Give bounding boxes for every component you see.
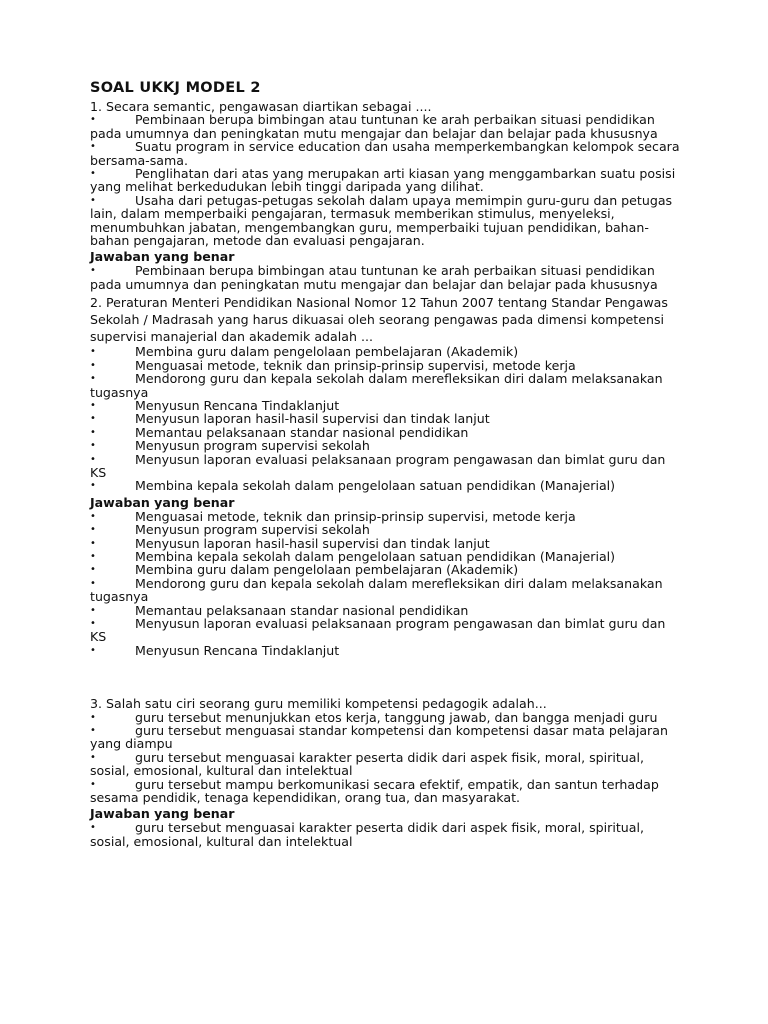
option-item: • Pembinaan berupa bimbingan atau tuntunan ke arah perbaikan situasi pendidikan pada umumnya dan peningkatan mutu mengajar dan belajar dan belajar pada khususnya xyxy=(90,113,682,140)
answer-heading: Jawaban yang benar xyxy=(90,494,235,510)
answer-item: • Menyusun laporan hasil-hasil supervisi dan tindak lanjut xyxy=(90,537,682,550)
option-item: • Usaha dari petugas-petugas sekolah dalam upaya memimpin guru-guru dan petugas lain, dalam memperbaiki pengajaran, termasuk memberikan stimulus, menyeleksi, menumbuhkan jabatan, mengembangkan guru, memperbaiki tujuan pendidikan, bahan-bahan pengajaran, metode dan evaluasi pengajaran. xyxy=(90,194,682,248)
answer-item: • guru tersebut menguasai karakter peserta didik dari aspek fisik, moral, spiritual, sosial, emosional, kultural dan intelektual xyxy=(90,821,682,848)
answer-item: • Mendorong guru dan kepala sekolah dalam merefleksikan diri dalam melaksanakan tugasnya xyxy=(90,577,682,604)
option-item: • Mendorong guru dan kepala sekolah dalam merefleksikan diri dalam melaksanakan tugasnya xyxy=(90,372,682,399)
option-item: • guru tersebut menguasai standar kompetensi dan kompetensi dasar mata pelajaran yang diampu xyxy=(90,724,682,751)
question-2: 2. Peraturan Menteri Pendidikan Nasional Nomor 12 Tahun 2007 tentang Standar Pengawas Sekolah / Madrasah yang harus dikuasai oleh seorang pengawas pada dimensi kompetensi supervisi manajerial dan akademik adalah ... xyxy=(90,295,668,345)
question-1-answers xyxy=(90,264,682,291)
option-item: • Membina guru dalam pengelolaan pembelajaran (Akademik) xyxy=(90,345,682,358)
option-item: • Suatu program in service education dan usaha memperkembangkan kelompok secara bersama-sama. xyxy=(90,140,682,167)
question-3: 3. Salah satu ciri seorang guru memiliki kompetensi pedagogik adalah... xyxy=(90,696,547,712)
answer-item: • Membina kepala sekolah dalam pengelolaan satuan pendidikan (Manajerial) xyxy=(90,550,682,563)
document-content xyxy=(90,80,682,848)
question-2-answers xyxy=(90,510,682,657)
question-1-options xyxy=(90,113,682,247)
option-item: • Menyusun laporan hasil-hasil supervisi dan tindak lanjut xyxy=(90,412,682,425)
answer-heading: Jawaban yang benar xyxy=(90,806,235,822)
answer-item: • Membina guru dalam pengelolaan pembelajaran (Akademik) xyxy=(90,563,682,576)
answer-item: • Pembinaan berupa bimbingan atau tuntunan ke arah perbaikan situasi pendidikan pada umumnya dan peningkatan mutu mengajar dan belajar dan belajar pada khususnya xyxy=(90,264,682,291)
option-item: • Membina kepala sekolah dalam pengelolaan satuan pendidikan (Manajerial) xyxy=(90,479,682,492)
option-item: • Menyusun laporan evaluasi pelaksanaan program pengawasan dan bimlat guru dan KS xyxy=(90,453,682,480)
option-item: • guru tersebut mampu berkomunikasi secara efektif, empatik, dan santun terhadap sesama pendidik, tenaga kependidikan, orang tua, dan masyarakat. xyxy=(90,778,682,805)
option-item: • guru tersebut menunjukkan etos kerja, tanggung jawab, dan bangga menjadi guru xyxy=(90,711,682,724)
answer-item: • Menyusun program supervisi sekolah xyxy=(90,523,682,536)
answer-item: • Menyusun Rencana Tindaklanjut xyxy=(90,644,682,657)
option-item: • guru tersebut menguasai karakter peserta didik dari aspek fisik, moral, spiritual, sosial, emosional, kultural dan intelektual xyxy=(90,751,682,778)
answer-heading: Jawaban yang benar xyxy=(90,249,235,265)
question-1: 1. Secara semantic, pengawasan diartikan sebagai .... xyxy=(90,99,432,114)
section-spacer xyxy=(90,657,682,697)
answer-item: • Menyusun laporan evaluasi pelaksanaan program pengawasan dan bimlat guru dan KS xyxy=(90,617,682,644)
answer-item: • Menguasai metode, teknik dan prinsip-prinsip supervisi, metode kerja xyxy=(90,510,682,523)
option-item: • Penglihatan dari atas yang merupakan arti kiasan yang menggambarkan suatu posisi yang melihat berkedudukan lebih tinggi daripada yang dilihat. xyxy=(90,167,682,194)
question-3-answers xyxy=(90,821,682,848)
question-3-options xyxy=(90,711,682,805)
question-2-options xyxy=(90,345,682,492)
document-title: SOAL UKKJ MODEL 2 xyxy=(90,80,261,96)
option-item: • Menyusun Rencana Tindaklanjut xyxy=(90,399,682,412)
option-item: • Menyusun program supervisi sekolah xyxy=(90,439,682,452)
answer-item: • Memantau pelaksanaan standar nasional pendidikan xyxy=(90,604,682,617)
option-item: • Menguasai metode, teknik dan prinsip-prinsip supervisi, metode kerja xyxy=(90,359,682,372)
option-item: • Memantau pelaksanaan standar nasional pendidikan xyxy=(90,426,682,439)
